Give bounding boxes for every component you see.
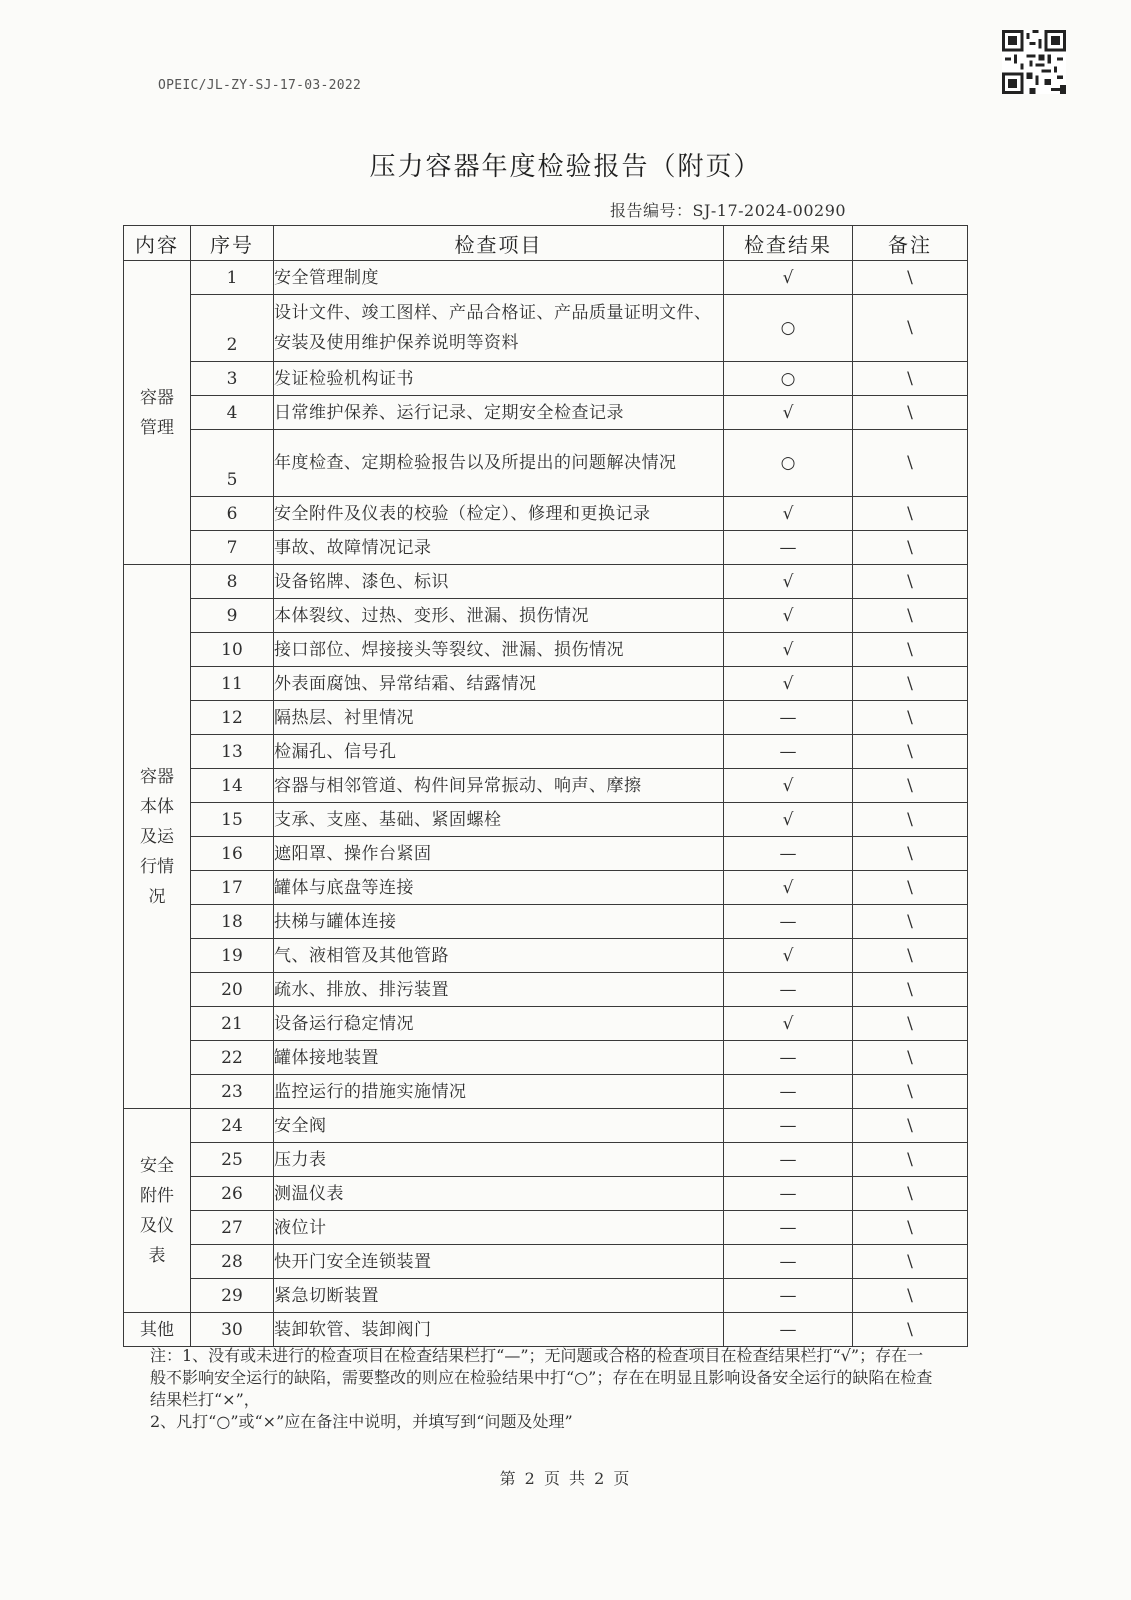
table-row — [124, 531, 968, 565]
row-item: 安全管理制度 — [274, 261, 724, 295]
table-row — [124, 1143, 968, 1177]
row-no: 20 — [191, 973, 274, 1007]
report-number: 报告编号：SJ-17-2024-00290 — [610, 201, 847, 220]
row-result: √ — [724, 633, 853, 667]
document-code: OPEIC/JL-ZY-SJ-17-03-2022 — [158, 78, 362, 93]
table-row — [124, 1177, 968, 1211]
header-item: 检查项目 — [274, 226, 724, 261]
row-item: 罐体与底盘等连接 — [274, 871, 724, 905]
row-no: 3 — [191, 362, 274, 396]
category-safety-accessories: 安全 附件 及仪 表 — [124, 1109, 191, 1313]
row-remark: \ — [853, 735, 968, 769]
row-result: — — [724, 1211, 853, 1245]
category-other: 其他 — [124, 1313, 191, 1347]
row-no: 17 — [191, 871, 274, 905]
row-remark: \ — [853, 667, 968, 701]
row-remark: \ — [853, 803, 968, 837]
row-result: ○ — [724, 430, 853, 497]
row-item: 遮阳罩、操作台紧固 — [274, 837, 724, 871]
row-item: 气、液相管及其他管路 — [274, 939, 724, 973]
table-header-row — [124, 226, 968, 261]
row-no: 15 — [191, 803, 274, 837]
row-item: 隔热层、衬里情况 — [274, 701, 724, 735]
row-no: 22 — [191, 1041, 274, 1075]
row-no: 9 — [191, 599, 274, 633]
table-row — [124, 261, 968, 295]
table-row — [124, 905, 968, 939]
row-remark: \ — [853, 599, 968, 633]
row-item: 支承、支座、基础、紧固螺栓 — [274, 803, 724, 837]
row-item: 紧急切断装置 — [274, 1279, 724, 1313]
header-remark: 备注 — [853, 226, 968, 261]
row-item: 液位计 — [274, 1211, 724, 1245]
table-row — [124, 362, 968, 396]
category-vessel-management: 容器 管理 — [124, 261, 191, 565]
row-remark: \ — [853, 1041, 968, 1075]
row-no: 14 — [191, 769, 274, 803]
table-row — [124, 396, 968, 430]
row-remark: \ — [853, 701, 968, 735]
row-result: — — [724, 973, 853, 1007]
row-remark: \ — [853, 295, 968, 362]
row-result: — — [724, 1143, 853, 1177]
row-result: √ — [724, 497, 853, 531]
row-item: 接口部位、焊接接头等裂纹、泄漏、损伤情况 — [274, 633, 724, 667]
row-result: √ — [724, 769, 853, 803]
table-row — [124, 803, 968, 837]
row-item: 快开门安全连锁装置 — [274, 1245, 724, 1279]
table-row — [124, 973, 968, 1007]
table-row — [124, 939, 968, 973]
note-2: 2、凡打“○”或“×”应在备注中说明，并填写到“问题及处理” — [150, 1412, 573, 1431]
row-result: √ — [724, 803, 853, 837]
qr-code — [1002, 30, 1066, 94]
row-no: 5 — [191, 430, 274, 497]
table-row — [124, 1075, 968, 1109]
table-row — [124, 667, 968, 701]
row-item: 外表面腐蚀、异常结霜、结露情况 — [274, 667, 724, 701]
row-result: — — [724, 1075, 853, 1109]
header-result: 检查结果 — [724, 226, 853, 261]
row-remark: \ — [853, 769, 968, 803]
row-item: 设计文件、竣工图样、产品合格证、产品质量证明文件、安装及使用维护保养说明等资料 — [274, 295, 724, 362]
row-no: 19 — [191, 939, 274, 973]
row-item: 安全阀 — [274, 1109, 724, 1143]
row-no: 16 — [191, 837, 274, 871]
row-result: — — [724, 1279, 853, 1313]
row-item: 设备铭牌、漆色、标识 — [274, 565, 724, 599]
note-1: 注：1、没有或未进行的检查项目在检查结果栏打“—”；无问题或合格的检查项目在检查结果栏打“√”；存在一般不影响安全运行的缺陷，需要整改的则应在检验结果中打“○”；存在在明显且影响设备安全运行的缺陷在检查结果栏打“×”， — [150, 1346, 933, 1409]
row-no: 30 — [191, 1313, 274, 1347]
row-no: 2 — [191, 295, 274, 362]
table-row — [124, 1007, 968, 1041]
row-remark: \ — [853, 1313, 968, 1347]
row-result: √ — [724, 939, 853, 973]
row-remark: \ — [853, 871, 968, 905]
row-remark: \ — [853, 362, 968, 396]
table-row — [124, 837, 968, 871]
row-result: — — [724, 1041, 853, 1075]
row-item: 扶梯与罐体连接 — [274, 905, 724, 939]
row-result: — — [724, 1109, 853, 1143]
row-result: √ — [724, 1007, 853, 1041]
table-row — [124, 1245, 968, 1279]
row-result: √ — [724, 871, 853, 905]
row-item: 设备运行稳定情况 — [274, 1007, 724, 1041]
row-no: 26 — [191, 1177, 274, 1211]
row-no: 18 — [191, 905, 274, 939]
row-item: 事故、故障情况记录 — [274, 531, 724, 565]
row-remark: \ — [853, 939, 968, 973]
row-result: — — [724, 1313, 853, 1347]
row-remark: \ — [853, 837, 968, 871]
row-remark: \ — [853, 565, 968, 599]
row-result: — — [724, 905, 853, 939]
row-item: 安全附件及仪表的校验（检定）、修理和更换记录 — [274, 497, 724, 531]
row-remark: \ — [853, 531, 968, 565]
category-vessel-body-operation: 容器 本体 及运 行情 况 — [124, 565, 191, 1109]
row-remark: \ — [853, 261, 968, 295]
table-row — [124, 1279, 968, 1313]
inspection-table — [123, 225, 968, 1347]
row-item: 本体裂纹、过热、变形、泄漏、损伤情况 — [274, 599, 724, 633]
row-item: 容器与相邻管道、构件间异常振动、响声、摩擦 — [274, 769, 724, 803]
table-row — [124, 735, 968, 769]
report-title: 压力容器年度检验报告（附页） — [369, 152, 762, 182]
row-remark: \ — [853, 1075, 968, 1109]
row-no: 23 — [191, 1075, 274, 1109]
table-row — [124, 1041, 968, 1075]
row-result: — — [724, 837, 853, 871]
row-result: — — [724, 735, 853, 769]
row-remark: \ — [853, 1211, 968, 1245]
table-row — [124, 430, 968, 497]
row-item: 日常维护保养、运行记录、定期安全检查记录 — [274, 396, 724, 430]
row-no: 27 — [191, 1211, 274, 1245]
row-result: — — [724, 701, 853, 735]
row-item: 检漏孔、信号孔 — [274, 735, 724, 769]
row-result: — — [724, 531, 853, 565]
table-row — [124, 769, 968, 803]
row-no: 25 — [191, 1143, 274, 1177]
row-remark: \ — [853, 396, 968, 430]
row-no: 11 — [191, 667, 274, 701]
table-row — [124, 295, 968, 362]
row-result: — — [724, 1177, 853, 1211]
row-result: √ — [724, 396, 853, 430]
row-result: √ — [724, 667, 853, 701]
row-item: 疏水、排放、排污装置 — [274, 973, 724, 1007]
row-no: 28 — [191, 1245, 274, 1279]
row-no: 29 — [191, 1279, 274, 1313]
header-category: 内容 — [124, 226, 191, 261]
row-no: 13 — [191, 735, 274, 769]
table-row — [124, 701, 968, 735]
row-result: — — [724, 1245, 853, 1279]
row-remark: \ — [853, 497, 968, 531]
row-result: ○ — [724, 362, 853, 396]
row-remark: \ — [853, 1143, 968, 1177]
row-remark: \ — [853, 633, 968, 667]
row-remark: \ — [853, 905, 968, 939]
row-result: √ — [724, 599, 853, 633]
row-remark: \ — [853, 430, 968, 497]
row-result: √ — [724, 261, 853, 295]
table-row — [124, 1313, 968, 1347]
header-no: 序号 — [191, 226, 274, 261]
row-result: √ — [724, 565, 853, 599]
row-no: 6 — [191, 497, 274, 531]
row-remark: \ — [853, 1177, 968, 1211]
row-remark: \ — [853, 1279, 968, 1313]
row-remark: \ — [853, 1109, 968, 1143]
row-no: 7 — [191, 531, 274, 565]
page-number: 第 2 页 共 2 页 — [499, 1469, 632, 1488]
table-row — [124, 565, 968, 599]
row-no: 24 — [191, 1109, 274, 1143]
row-no: 1 — [191, 261, 274, 295]
row-no: 8 — [191, 565, 274, 599]
row-item: 测温仪表 — [274, 1177, 724, 1211]
table-row — [124, 871, 968, 905]
row-item: 装卸软管、装卸阀门 — [274, 1313, 724, 1347]
notes — [150, 1345, 935, 1433]
row-no: 10 — [191, 633, 274, 667]
row-remark: \ — [853, 973, 968, 1007]
row-item: 监控运行的措施实施情况 — [274, 1075, 724, 1109]
row-remark: \ — [853, 1245, 968, 1279]
table-row — [124, 633, 968, 667]
row-no: 12 — [191, 701, 274, 735]
row-item: 罐体接地装置 — [274, 1041, 724, 1075]
table-row — [124, 1109, 968, 1143]
table-row — [124, 599, 968, 633]
row-item: 压力表 — [274, 1143, 724, 1177]
row-item: 发证检验机构证书 — [274, 362, 724, 396]
row-no: 4 — [191, 396, 274, 430]
row-item: 年度检查、定期检验报告以及所提出的问题解决情况 — [274, 430, 724, 497]
table-row — [124, 1211, 968, 1245]
row-result: ○ — [724, 295, 853, 362]
row-remark: \ — [853, 1007, 968, 1041]
table-row — [124, 497, 968, 531]
row-no: 21 — [191, 1007, 274, 1041]
